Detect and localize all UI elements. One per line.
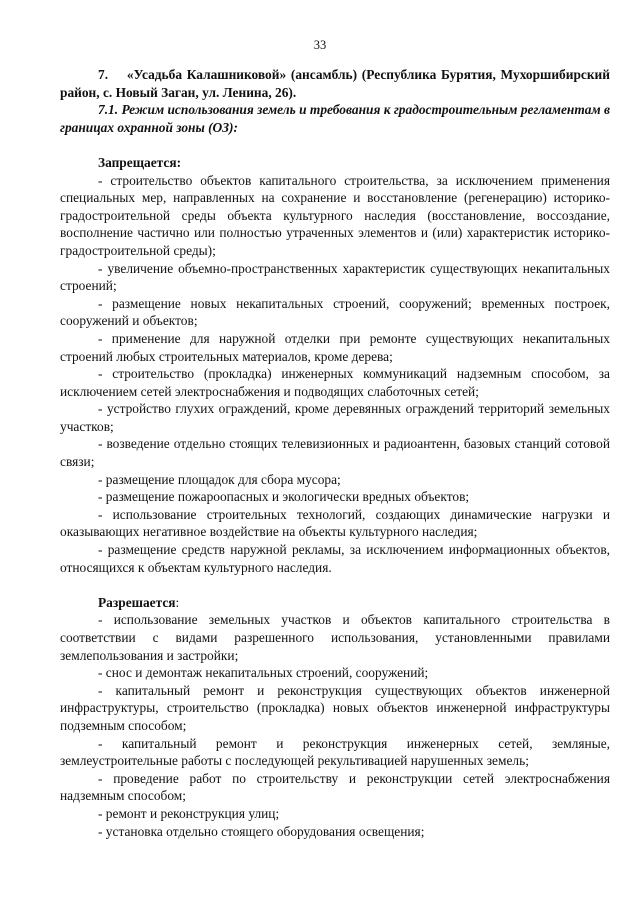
document-body (60, 66, 610, 840)
permitted-heading-label: Разрешается (98, 594, 176, 610)
subsection-title: 7.1. Режим использования земель и требования к градостроительным регламентам в границах охранной зоны (ОЗ): (60, 102, 610, 135)
list-item: - капитальный ремонт и реконструкция инженерных сетей, земляные, землеустроительные работы с последующей рекультивацией нарушенных земель; (60, 735, 610, 769)
prohibited-list (60, 172, 610, 577)
list-item: - устройство глухих ограждений, кроме деревянных ограждений территорий земельных участков; (60, 401, 610, 434)
list-item: - возведение отдельно стоящих телевизионных и радиоантенн, базовых станций сотовой связи; (60, 436, 610, 470)
permitted-list (60, 611, 610, 840)
permitted-heading-suffix: : (175, 594, 180, 610)
list-item: - размещение площадок для сбора мусора; (98, 471, 341, 487)
list-item: - размещение средств наружной рекламы, за исключением информационных объектов, относящихся к объектам культурного наследия. (60, 542, 610, 575)
list-item: - использование земельных участков и объектов капитального строительства в соответствии с видами разрешенного использования, установленными правилами землепользования и застройки; (60, 612, 610, 663)
list-item: - применение для наружной отделки при ремонте существующих некапитальных строений любых строительных материалов, кроме дерева; (60, 330, 610, 364)
page-number: 33 (313, 38, 327, 52)
spacer (60, 136, 610, 154)
list-item: - строительство (прокладка) инженерных коммуникаций надземным способом, за исключением сетей электроснабжения и подводящих слаботочных сетей; (60, 366, 610, 399)
list-item: - увеличение объемно-пространственных характеристик существующих некапитальных строений; (60, 260, 610, 294)
list-item: - проведение работ по строительству и реконструкции сетей электроснабжения надземным способом; (60, 770, 610, 804)
section-title: 7. «Усадьба Калашниковой» (ансамбль) (Республика Бурятия, Мухоршибирский район, с. Новый Заган, ул. Ленина, 26). (60, 67, 610, 100)
list-item: - использование строительных технологий, создающих динамические нагрузки и оказывающих негативное воздействие на объекты культурного наследия; (60, 506, 610, 540)
prohibited-heading: Запрещается: (98, 154, 182, 170)
list-item: - размещение новых некапитальных строений, сооружений; временных построек, сооружений и объектов; (60, 295, 610, 329)
list-item: - снос и демонтаж некапитальных строений, сооружений; (98, 665, 429, 681)
permitted-heading (60, 594, 610, 612)
list-item: - ремонт и реконструкция улиц; (98, 805, 280, 821)
spacer (60, 576, 610, 594)
list-item: - размещение пожароопасных и экологически вредных объектов; (98, 489, 470, 505)
list-item: - капитальный ремонт и реконструкция существующих объектов инженерной инфраструктуры, строительство (прокладка) новых объектов инженерной инфраструктуры подземным способом; (60, 682, 610, 733)
list-item: - установка отдельно стоящего оборудования освещения; (98, 823, 425, 839)
list-item: - строительство объектов капитального строительства, за исключением применения специальных мер, направленных на сохранение и восстановление (регенерацию) историко-градостроительной среды объекта культурного наследия (восстановление, воссоздание, восполнение частично или полностью утраченных элементов и (или) характеристик историко-градостроительной среды); (60, 172, 610, 258)
